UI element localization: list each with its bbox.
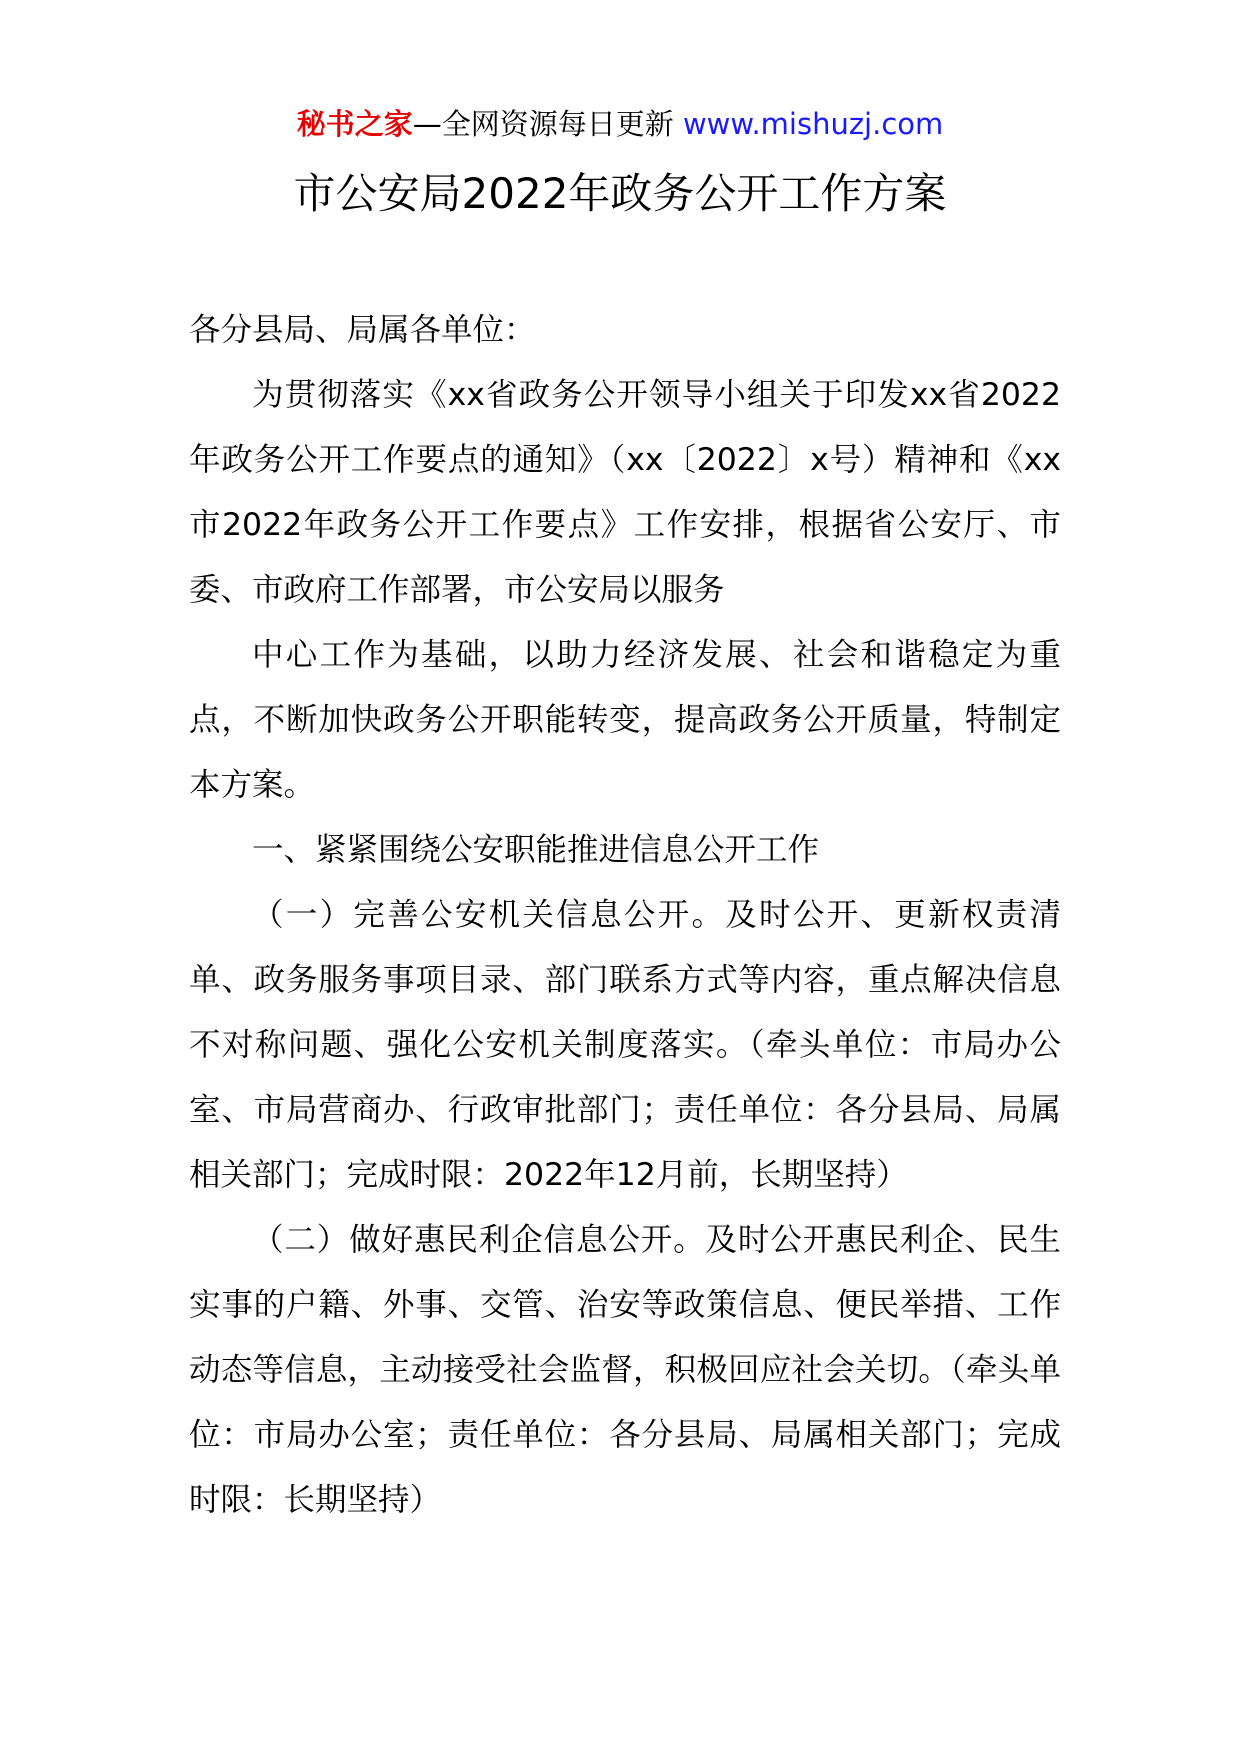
paragraph-item-2: （二）做好惠民利企信息公开。及时公开惠民利企、民生实事的户籍、外事、交管、治安等政策信息、便民举措、工作动态等信息，主动接受社会监督，积极回应社会关切。（牵头单位：市局办公室；责任单位：各分县局、局属相关部门；完成时限：长期坚持） bbox=[189, 1222, 1061, 1518]
paragraph-intro: 为贯彻落实《xx省政务公开领导小组关于印发xx省2022年政务公开工作要点的通知》（xx〔2022〕x号）精神和《xx市2022年政务公开工作要点》工作安排，根据省公安厅、市委、市政府工作部署，市公安局以服务 bbox=[189, 377, 1061, 608]
salutation: 各分县局、局属各单位： bbox=[189, 312, 536, 348]
paragraph-item-1: （一）完善公安机关信息公开。及时公开、更新权责清单、政务服务事项目录、部门联系方式等内容，重点解决信息不对称问题、强化公安机关制度落实。（牵头单位：市局办公室、市局营商办、行政审批部门；责任单位：各分县局、局属相关部门；完成时限：2022年12月前，长期坚持） bbox=[189, 897, 1061, 1193]
brand-name: 秘书之家 bbox=[296, 107, 413, 141]
paragraph-purpose: 中心工作为基础，以助力经济发展、社会和谐稳定为重点，不断加快政务公开职能转变，提高政务公开质量，特制定本方案。 bbox=[189, 637, 1061, 803]
site-header bbox=[0, 104, 1240, 144]
header-tagline: —全网资源每日更新 bbox=[412, 107, 683, 141]
document-title: 市公安局2022年政务公开工作方案 bbox=[293, 169, 947, 218]
document-body bbox=[189, 298, 1061, 1533]
site-url-link[interactable]: www.mishuzj.com bbox=[682, 107, 944, 141]
section-heading-1: 一、紧紧围绕公安职能推进信息公开工作 bbox=[252, 832, 820, 868]
